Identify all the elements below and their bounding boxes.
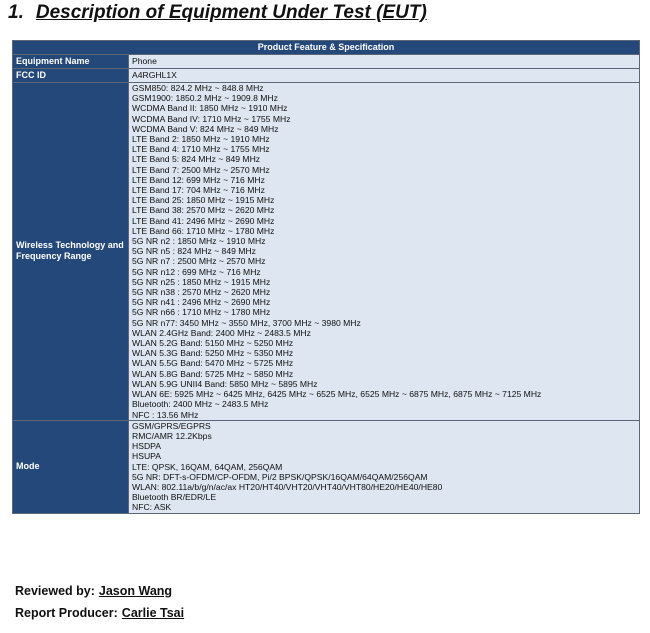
value-line: 5G NR: DFT-s-OFDM/CP-OFDM, Pi/2 BPSK/QPSK/16QAM/64QAM/256QAM (132, 471, 428, 482)
value-line: 5G NR n2 : 1850 MHz ~ 1910 MHz (132, 236, 266, 247)
section-title: Description of Equipment Under Test (EUT) (35, 2, 427, 23)
reviewed-by (15, 584, 172, 598)
table-header: Product Feature & Specification (13, 41, 640, 55)
value-line: WLAN 6E: 5925 MHz ~ 6425 MHz, 6425 MHz ~ 6525 MHz, 6525 MHz ~ 6875 MHz, 6875 MHz ~ 7125 MHz (132, 389, 542, 400)
value-line: 5G NR n38 : 2570 MHz ~ 2620 MHz (132, 287, 271, 298)
value-line: WLAN 5.8G Band: 5725 MHz ~ 5850 MHz (132, 368, 294, 379)
row-label: Mode (13, 420, 129, 513)
value-line: 5G NR n12 : 699 MHz ~ 716 MHz (132, 266, 261, 277)
signature-label: Report Producer: (15, 606, 118, 620)
value-line: 5G NR n5 : 824 MHz ~ 849 MHz (132, 246, 256, 257)
value-line: NFC: ASK (132, 502, 172, 513)
value-line: LTE Band 17: 704 MHz ~ 716 MHz (132, 185, 265, 196)
value-line: WCDMA Band IV: 1710 MHz ~ 1755 MHz (132, 113, 291, 124)
value-line: 5G NR n41 : 2496 MHz ~ 2690 MHz (132, 297, 271, 308)
value-line: LTE Band 38: 2570 MHz ~ 2620 MHz (132, 205, 275, 216)
value-line: HSDPA (132, 441, 161, 452)
value-line: Bluetooth: 2400 MHz ~ 2483.5 MHz (132, 399, 269, 410)
row-value-list (129, 83, 640, 421)
row-label: FCC ID (13, 69, 129, 83)
row-value: A4RGHL1X (129, 69, 640, 83)
value-line: LTE Band 4: 1710 MHz ~ 1755 MHz (132, 144, 270, 155)
row-label: Equipment Name (13, 55, 129, 69)
value-line: LTE: QPSK, 16QAM, 64QAM, 256QAM (132, 461, 283, 472)
value-line: WLAN 5.5G Band: 5470 MHz ~ 5725 MHz (132, 358, 294, 369)
value-line: LTE Band 2: 1850 MHz ~ 1910 MHz (132, 134, 270, 145)
value-line: LTE Band 41: 2496 MHz ~ 2690 MHz (132, 215, 275, 226)
value-line: LTE Band 25: 1850 MHz ~ 1915 MHz (132, 195, 275, 206)
row-value: Phone (129, 55, 640, 69)
value-line: LTE Band 5: 824 MHz ~ 849 MHz (132, 154, 261, 165)
report-producer (15, 606, 184, 620)
value-line: WLAN 5.9G UNII4 Band: 5850 MHz ~ 5895 MHz (132, 378, 318, 389)
value-line: 5G NR n77: 3450 MHz ~ 3550 MHz, 3700 MHz ~ 3980 MHz (132, 317, 361, 328)
value-line: LTE Band 66: 1710 MHz ~ 1780 MHz (132, 225, 275, 236)
value-line: HSUPA (132, 451, 161, 462)
row-equipment-name (13, 55, 640, 69)
value-line: 5G NR n66 : 1710 MHz ~ 1780 MHz (132, 307, 271, 318)
section-heading (8, 2, 427, 24)
value-line: GSM850: 824.2 MHz ~ 848.8 MHz (132, 83, 264, 93)
value-line: 5G NR n7 : 2500 MHz ~ 2570 MHz (132, 256, 266, 267)
row-value-list (129, 420, 640, 513)
value-line: LTE Band 7: 2500 MHz ~ 2570 MHz (132, 164, 270, 175)
row-fcc-id (13, 69, 640, 83)
row-mode (13, 420, 640, 513)
value-line: WLAN 5.2G Band: 5150 MHz ~ 5250 MHz (132, 338, 294, 349)
signature-name: Carlie Tsai (121, 606, 185, 620)
value-line: GSM/GPRS/EGPRS (132, 420, 211, 431)
value-line: LTE Band 12: 699 MHz ~ 716 MHz (132, 174, 265, 185)
value-line: WLAN: 802.11a/b/g/n/ac/ax HT20/HT40/VHT20/VHT40/VHT80/HE20/HE40/HE80 (132, 481, 443, 492)
value-line: WCDMA Band V: 824 MHz ~ 849 MHz (132, 123, 279, 134)
value-line: GSM1900: 1850.2 MHz ~ 1909.8 MHz (132, 93, 278, 104)
row-wireless-technology (13, 83, 640, 421)
value-line: WLAN 5.3G Band: 5250 MHz ~ 5350 MHz (132, 348, 294, 359)
value-line: NFC : 13.56 MHz (132, 409, 199, 420)
spec-table (12, 40, 640, 514)
signature-name: Jason Wang (98, 584, 173, 598)
value-line: WLAN 2.4GHz Band: 2400 MHz ~ 2483.5 MHz (132, 327, 311, 338)
row-label: Wireless Technology and Frequency Range (13, 83, 129, 421)
value-line: Bluetooth BR/EDR/LE (132, 492, 217, 503)
signature-label: Reviewed by: (15, 584, 95, 598)
value-line: RMC/AMR 12.2Kbps (132, 430, 212, 441)
value-line: 5G NR n25 : 1850 MHz ~ 1915 MHz (132, 276, 271, 287)
section-number: 1. (8, 2, 24, 23)
value-line: WCDMA Band II: 1850 MHz ~ 1910 MHz (132, 103, 288, 114)
table-header-row (13, 41, 640, 55)
